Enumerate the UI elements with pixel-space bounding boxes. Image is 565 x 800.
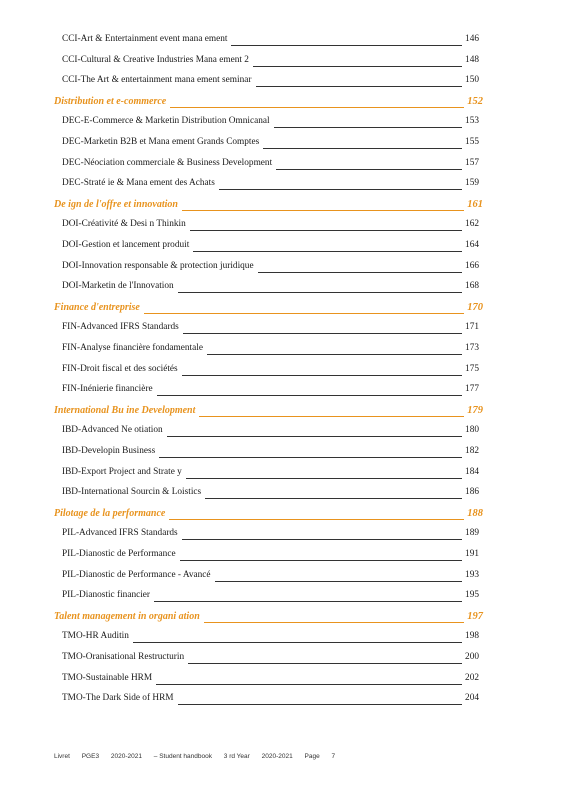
toc-entry[interactable] [0, 322, 565, 338]
toc-entry-title: TMO-HR Auditin [62, 631, 129, 642]
footer-program: PGE3 [81, 753, 100, 760]
toc-leader-line [199, 416, 464, 417]
toc-entry-page-number: 173 [465, 343, 479, 353]
toc-entry-title: PIL-Advanced IFRS Standards [62, 528, 178, 539]
toc-leader-line [253, 66, 462, 67]
toc-entry-page-number: 146 [465, 34, 479, 44]
toc-leader-line [159, 457, 462, 458]
toc-section-page-number: 161 [467, 198, 483, 210]
toc-leader-line [154, 601, 462, 602]
toc-entry-page-number: 155 [465, 137, 479, 147]
toc-entry-page-number: 177 [465, 384, 479, 395]
toc-leader-line [182, 375, 462, 376]
toc-entry-page-number: 184 [465, 466, 479, 477]
toc-entry-page-number: 150 [465, 75, 479, 86]
toc-entry-title: IBD-Advanced Ne otiation [62, 425, 163, 436]
toc-section-heading[interactable] [0, 96, 565, 112]
toc-leader-line [204, 622, 464, 623]
footer-livret: Livret [54, 753, 70, 760]
toc-entry[interactable] [0, 281, 565, 297]
toc-leader-line [276, 169, 462, 170]
toc-leader-line [263, 148, 462, 149]
toc-entry[interactable] [0, 261, 565, 277]
toc-leader-line [219, 189, 462, 190]
toc-entry-title: IBD-Developin Business [62, 446, 156, 456]
footer-year-label: 3 rd Year [223, 753, 250, 760]
toc-leader-line [167, 436, 462, 437]
toc-entry[interactable] [0, 673, 565, 689]
toc-entry-title: FIN-Inénierie financière [62, 384, 153, 395]
toc-entry-title: TMO-Sustainable HRM [62, 672, 153, 683]
toc-leader-line [215, 581, 462, 582]
toc-entry-page-number: 148 [465, 54, 479, 65]
toc-entry-title: DOI-Marketin de l'Innovation [62, 281, 174, 292]
toc-entry-title: CCI-The Art & entertainment mana ement seminar [62, 75, 252, 86]
toc-entry[interactable] [0, 549, 565, 565]
toc-entry[interactable] [0, 425, 565, 441]
toc-entry-page-number: 175 [465, 363, 479, 374]
toc-leader-line [133, 642, 462, 643]
toc-entry[interactable] [0, 487, 565, 503]
toc-entry[interactable] [0, 343, 565, 359]
footer-page-number: 7 [331, 753, 336, 760]
toc-leader-line [170, 107, 464, 108]
toc-entry[interactable] [0, 178, 565, 194]
toc-entry-page-number: 198 [465, 631, 479, 642]
toc-entry-title: IBD-International Sourcin & Loistics [62, 487, 202, 498]
toc-entry-page-number: 164 [465, 240, 479, 250]
toc-entry-title: FIN-Droit fiscal et des sociétés [62, 363, 178, 374]
footer-years-2: 2020-2021 [261, 753, 293, 760]
toc-entry[interactable] [0, 570, 565, 586]
toc-section-title: International Bu ine Development [54, 404, 196, 416]
toc-entry-title: TMO-The Dark Side of HRM [62, 693, 174, 704]
toc-leader-line [205, 498, 462, 499]
toc-leader-line [182, 539, 462, 540]
toc-leader-line [193, 251, 462, 252]
toc-section-title: Pilotage de la performance [54, 507, 166, 519]
toc-section-page-number: 170 [467, 301, 483, 313]
toc-entry[interactable] [0, 446, 565, 462]
toc-entry[interactable] [0, 652, 565, 668]
toc-entry-page-number: 162 [465, 219, 479, 230]
toc-leader-line [183, 333, 462, 334]
toc-entry[interactable] [0, 219, 565, 235]
toc-entry-title: DEC-Néociation commerciale & Business Development [62, 157, 273, 168]
toc-leader-line [258, 272, 462, 273]
toc-section-heading[interactable] [0, 611, 565, 627]
toc-entry[interactable] [0, 75, 565, 91]
toc-section-title: De ign de l'offre et innovation [54, 198, 178, 210]
toc-entry-page-number: 189 [465, 528, 479, 539]
toc-entry[interactable] [0, 137, 565, 153]
toc-entry-title: PIL-Dianostic de Performance - Avancé [62, 569, 211, 580]
toc-entry-page-number: 200 [465, 652, 479, 662]
toc-section-title: Talent management in organi ation [54, 610, 200, 622]
toc-section-heading[interactable] [0, 199, 565, 215]
toc-leader-line [144, 313, 464, 314]
toc-entry[interactable] [0, 364, 565, 380]
toc-leader-line [190, 230, 462, 231]
toc-entry-title: DOI-Créativité & Desi n Thinkin [62, 219, 186, 230]
toc-entry-page-number: 193 [465, 569, 479, 580]
toc-leader-line [180, 560, 462, 561]
toc-section-heading[interactable] [0, 508, 565, 524]
toc-entry-title: IBD-Export Project and Strate y [62, 466, 182, 477]
toc-entry-title: DEC-E-Commerce & Marketin Distribution Omnicanal [62, 116, 270, 127]
toc-section-heading[interactable] [0, 405, 565, 421]
toc-section-page-number: 188 [467, 507, 483, 519]
toc-entry[interactable] [0, 590, 565, 606]
toc-entry-page-number: 180 [465, 425, 479, 436]
toc-entry-page-number: 171 [465, 322, 479, 333]
toc-section-title: Finance d'entreprise [54, 301, 140, 313]
toc-leader-line [274, 127, 462, 128]
toc-entry-title: DOI-Innovation responsable & protection juridique [62, 260, 254, 271]
toc-section-page-number: 179 [467, 404, 483, 416]
toc-entry-title: FIN-Analyse financière fondamentale [62, 343, 203, 353]
toc-entry[interactable] [0, 384, 565, 400]
toc-entry-page-number: 182 [465, 446, 479, 456]
toc-entry-title: DEC-Marketin B2B et Mana ement Grands Comptes [62, 137, 260, 147]
toc-entry-title: FIN-Advanced IFRS Standards [62, 322, 179, 333]
toc-entry-title: DOI-Gestion et lancement produit [62, 240, 190, 250]
toc-entry-page-number: 186 [465, 487, 479, 498]
toc-leader-line [157, 395, 462, 396]
toc-entry-page-number: 202 [465, 672, 479, 683]
footer-page-label: Page [304, 753, 320, 760]
toc-leader-line [207, 354, 462, 355]
toc-entry-page-number: 191 [465, 549, 479, 559]
toc-entry-page-number: 159 [465, 178, 479, 189]
toc-entry-title: DEC-Straté ie & Mana ement des Achats [62, 178, 215, 189]
toc-entry[interactable] [0, 693, 565, 709]
footer-handbook: – Student handbook [153, 753, 212, 760]
toc-section-page-number: 197 [467, 610, 483, 622]
toc-entry[interactable] [0, 631, 565, 647]
toc-entry[interactable] [0, 158, 565, 174]
toc-entry[interactable] [0, 55, 565, 71]
toc-section-title: Distribution et e-commerce [54, 95, 167, 107]
toc-entry-page-number: 157 [465, 157, 479, 168]
toc-leader-line [231, 45, 462, 46]
toc-entry-page-number: 166 [465, 260, 479, 271]
toc-entry-title: CCI-Cultural & Creative Industries Mana ement 2 [62, 54, 249, 65]
toc-entry-page-number: 168 [465, 281, 479, 292]
toc-entry[interactable] [0, 34, 565, 50]
toc-section-heading[interactable] [0, 302, 565, 318]
toc-entry-title: CCI-Art & Entertainment event mana ement [62, 34, 228, 44]
toc-leader-line [256, 86, 462, 87]
toc-entry[interactable] [0, 528, 565, 544]
toc-entry[interactable] [0, 467, 565, 483]
toc-leader-line [178, 704, 462, 705]
toc-leader-line [169, 519, 464, 520]
toc-leader-line [188, 663, 462, 664]
toc-entry-title: PIL-Dianostic financier [62, 590, 151, 601]
toc-leader-line [186, 478, 462, 479]
toc-entry-page-number: 195 [465, 590, 479, 601]
toc-leader-line [156, 684, 462, 685]
toc-entry-page-number: 204 [465, 693, 479, 704]
toc-entry-page-number: 153 [465, 116, 479, 127]
toc-entry-title: TMO-Oranisational Restructurin [62, 652, 185, 662]
toc-entry[interactable] [0, 240, 565, 256]
toc-entry[interactable] [0, 116, 565, 132]
page-footer [54, 753, 345, 760]
toc-leader-line [182, 210, 464, 211]
toc-entry-title: PIL-Dianostic de Performance [62, 549, 176, 559]
toc-section-page-number: 152 [467, 95, 483, 107]
footer-years: 2020-2021 [110, 753, 142, 760]
toc-leader-line [178, 292, 462, 293]
